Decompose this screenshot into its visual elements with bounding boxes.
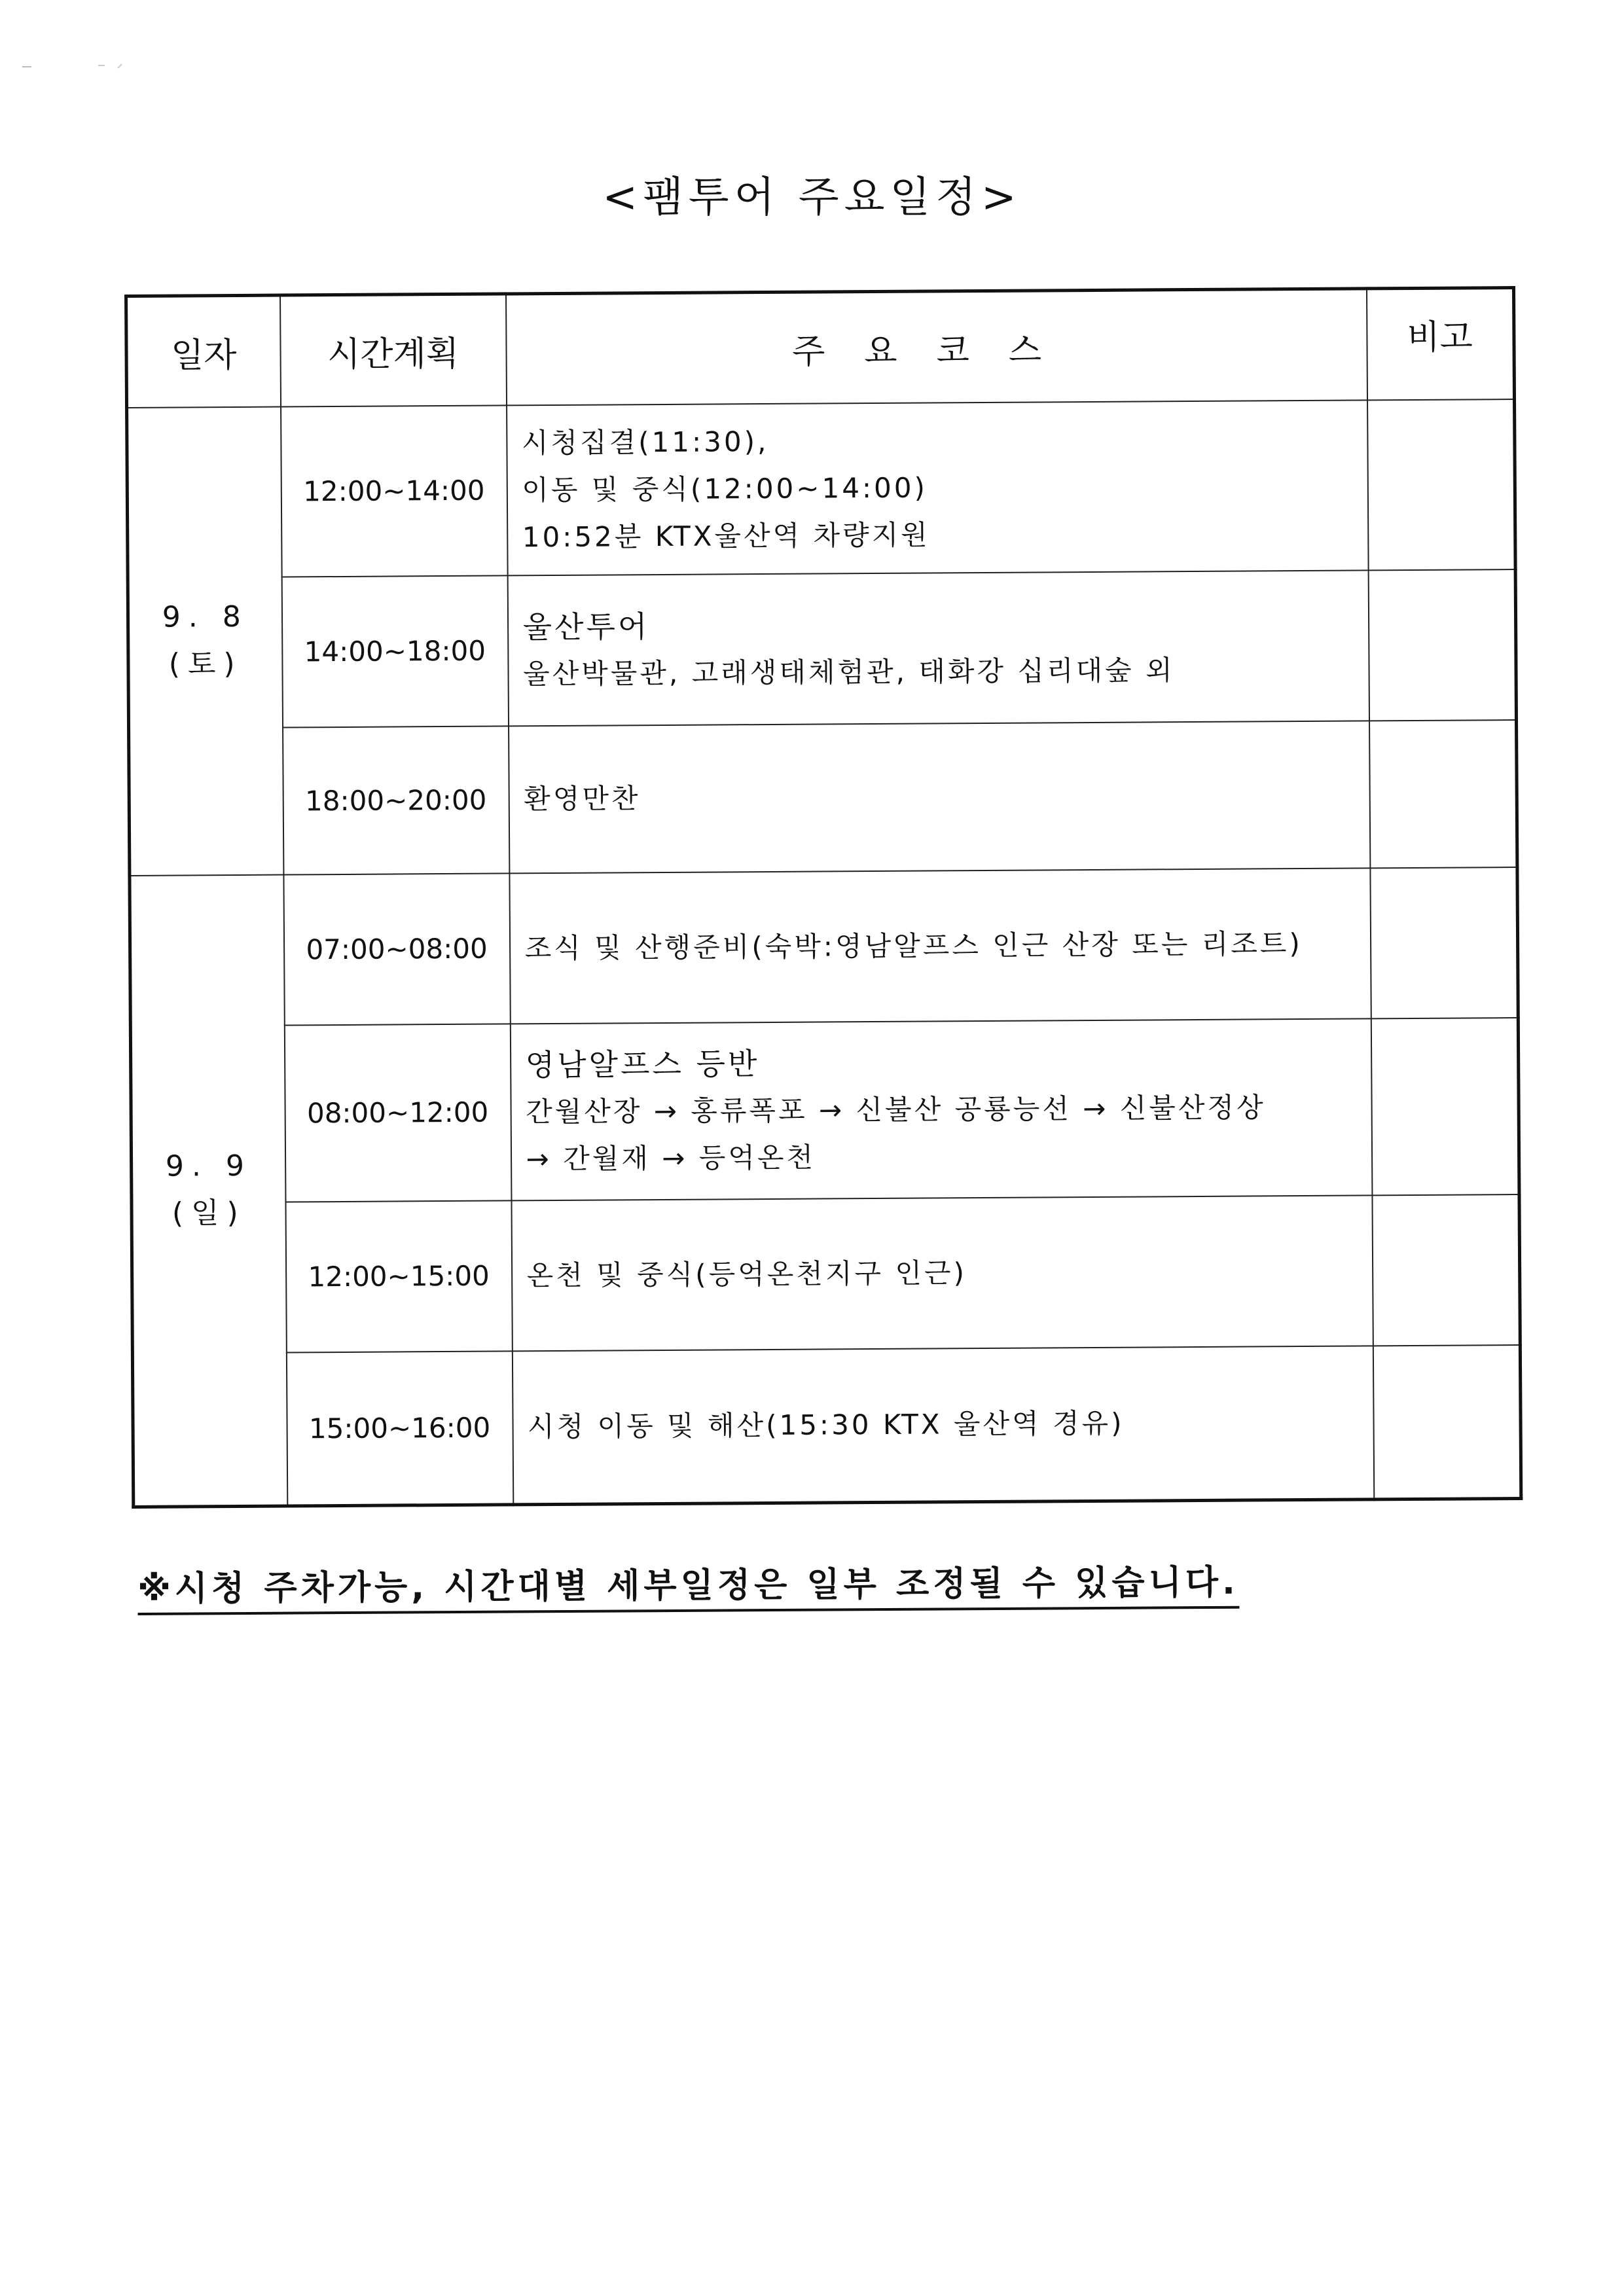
course-line: 10:52분 KTX울산역 차량지원 — [522, 518, 930, 553]
date-column-header: 일자 — [126, 295, 281, 407]
note-cell — [1370, 867, 1518, 1018]
table-row — [128, 569, 1516, 728]
course-title: 영남알프스 등반 — [525, 1045, 760, 1083]
time-column-header: 시간계획 — [280, 294, 507, 406]
table-row — [130, 1018, 1519, 1203]
footer-note: ※시청 주차가능, 시간대별 세부일정은 일부 조정될 수 있습니다. — [137, 1554, 1239, 1615]
course-cell — [510, 1018, 1372, 1200]
time-slot: 12:00~15:00 — [285, 1200, 512, 1352]
table-row — [127, 399, 1516, 578]
time-slot: 12:00~14:00 — [281, 405, 508, 577]
page-title: <팸투어 주요일정> — [602, 173, 1022, 222]
course-cell — [507, 400, 1369, 575]
course-cell — [509, 721, 1370, 873]
note-cell — [1368, 569, 1516, 721]
day-date-cell — [127, 406, 283, 875]
course-line: → 간월재 → 등억온천 — [526, 1141, 816, 1175]
table-row — [130, 867, 1518, 1026]
course-line: 시청 이동 및 해산(15:30 KTX 울산역 경유) — [527, 1407, 1125, 1443]
table-row — [129, 720, 1517, 876]
note-cell — [1371, 1018, 1519, 1195]
table-header-row — [126, 288, 1515, 408]
time-slot: 18:00~20:00 — [283, 726, 509, 874]
day-weekday: (토) — [168, 647, 243, 681]
course-line: 온천 및 중식(등억온천지구 인근) — [526, 1256, 967, 1291]
day-date: 9. 8 — [162, 600, 249, 634]
course-line: 시청집결(11:30), — [521, 425, 769, 459]
course-cell — [509, 868, 1371, 1024]
course-column-header: 주요코스 — [506, 289, 1367, 405]
note-column-header: 비고 — [1366, 288, 1514, 400]
time-slot: 08:00~12:00 — [284, 1024, 511, 1202]
course-cell — [512, 1346, 1373, 1505]
note-cell — [1369, 720, 1517, 868]
schedule-table — [124, 286, 1523, 1509]
course-title: 울산투어 — [522, 608, 650, 645]
table-row — [132, 1194, 1520, 1354]
time-slot: 14:00~18:00 — [281, 575, 508, 727]
course-cell — [507, 570, 1369, 726]
day-weekday: (일) — [171, 1196, 246, 1230]
course-line: 조식 및 산행준비(숙박:영남알프스 인근 산장 또는 리조트) — [524, 927, 1303, 964]
note-cell — [1372, 1194, 1520, 1346]
table-row — [132, 1345, 1521, 1507]
day-date: 9. 9 — [165, 1149, 253, 1183]
time-slot: 07:00~08:00 — [283, 873, 510, 1025]
note-cell — [1373, 1345, 1521, 1499]
course-line: 이동 및 중식(12:00~14:00) — [522, 471, 928, 506]
scan-artifact — [20, 59, 131, 72]
note-cell — [1367, 399, 1516, 570]
course-line: 울산박물관, 고래생태체험관, 태화강 십리대숲 외 — [522, 653, 1175, 690]
time-slot: 15:00~16:00 — [286, 1351, 513, 1506]
day-date-cell — [130, 874, 287, 1507]
course-line: 간월산장 → 홍류폭포 → 신불산 공룡능선 → 신불산정상 — [525, 1090, 1266, 1128]
course-cell — [511, 1195, 1373, 1351]
course-line: 환영만찬 — [524, 782, 641, 816]
